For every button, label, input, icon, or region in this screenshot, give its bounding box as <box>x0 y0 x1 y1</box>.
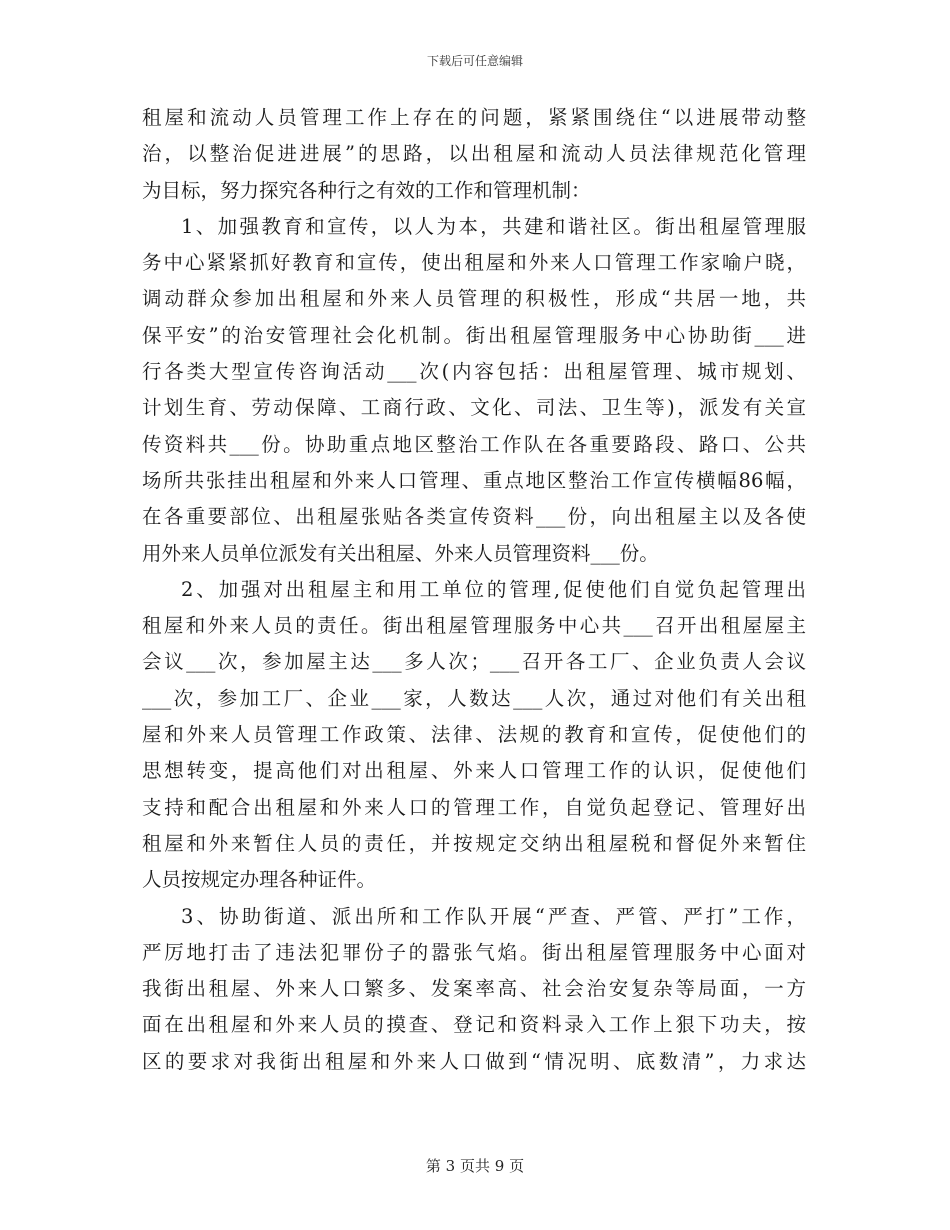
text-line: 计划生育、劳动保障、工商行政、文化、司法、卫生等)，派发有关宣 <box>142 396 806 420</box>
text-line: 行各类大型宣传咨询活动___次(内容包括：出租屋管理、城市规划、 <box>142 360 806 384</box>
text-line: 在各重要部位、出租屋张贴各类宣传资料___份，向出租屋主以及各使 <box>142 505 806 529</box>
text-line: 租屋和流动人员管理工作上存在的问题，紧紧围绕住“以进展带动整 <box>142 106 806 129</box>
text-line: 保平安”的治安管理社会化机制。街出租屋管理服务中心协助街___进 <box>142 323 806 347</box>
text-line: 为目标，努力探究各种行之有效的工作和管理机制： <box>142 178 591 202</box>
document-body <box>142 100 806 1080</box>
text-line: 严厉地打击了违法犯罪份子的嚣张气焰。街出租屋管理服务中心面对 <box>142 940 806 964</box>
text-line: 人员按规定办理各种证件。 <box>142 868 377 892</box>
text-line: 租屋和外来人员的责任。街出租屋管理服务中心共___召开出租屋屋主 <box>142 614 806 638</box>
text-line: 区的要求对我街出租屋和外来人口做到“情况明、底数清”，力求达 <box>142 1049 806 1073</box>
text-line: 用外来人员单位派发有关出租屋、外来人员管理资料___份。 <box>142 541 659 565</box>
page-header: 下载后可任意编辑 <box>426 54 523 68</box>
text-line: 传资料共___份。协助重点地区整治工作队在各重要路段、路口、公共 <box>142 432 806 456</box>
text-line: 支持和配合出租屋和外来人口的管理工作，自觉负起登记、管理好出 <box>142 795 806 819</box>
text-line: 面在出租屋和外来人员的摸查、登记和资料录入工作上狠下功夫，按 <box>142 1013 806 1037</box>
text-line: 场所共张挂出租屋和外来人口管理、重点地区整治工作宣传横幅86幅， <box>142 468 806 492</box>
text-line: 务中心紧紧抓好教育和宣传，使出租屋和外来人口管理工作家喻户晓， <box>142 251 806 275</box>
text-line: 思想转变，提高他们对出租屋、外来人口管理工作的认识，促使他们 <box>142 759 806 783</box>
text-line: 屋和外来人员管理工作政策、法律、法规的教育和宣传，促使他们的 <box>142 723 806 747</box>
paragraph-first-line: 2、加强对出租屋主和用工单位的管理,促使他们自觉负起管理出 <box>181 577 806 601</box>
page-number-footer: 第 3 页共 9 页 <box>425 1157 525 1175</box>
text-line: 我街出租屋、外来人口繁多、发案率高、社会治安复杂等局面，一方 <box>142 977 806 1001</box>
text-line: 租屋和外来暂住人员的责任，并按规定交纳出租屋税和督促外来暂住 <box>142 831 806 855</box>
paragraph-first-line: 1、加强教育和宣传，以人为本，共建和谐社区。街出租屋管理服 <box>181 214 806 238</box>
paragraph-first-line: 3、协助街道、派出所和工作队开展“严查、严管、严打”工作， <box>181 904 806 928</box>
text-line: 调动群众参加出租屋和外来人员管理的积极性，形成“共居一地，共 <box>142 287 806 311</box>
text-line: 会议___次，参加屋主达___多人次；___召开各工厂、企业负责人会议 <box>142 650 806 674</box>
text-line: 治，以整治促进进展”的思路，以出租屋和流动人员法律规范化管理 <box>142 142 806 166</box>
text-line: ___次，参加工厂、企业___家，人数达___人次，通过对他们有关出租 <box>142 686 806 710</box>
